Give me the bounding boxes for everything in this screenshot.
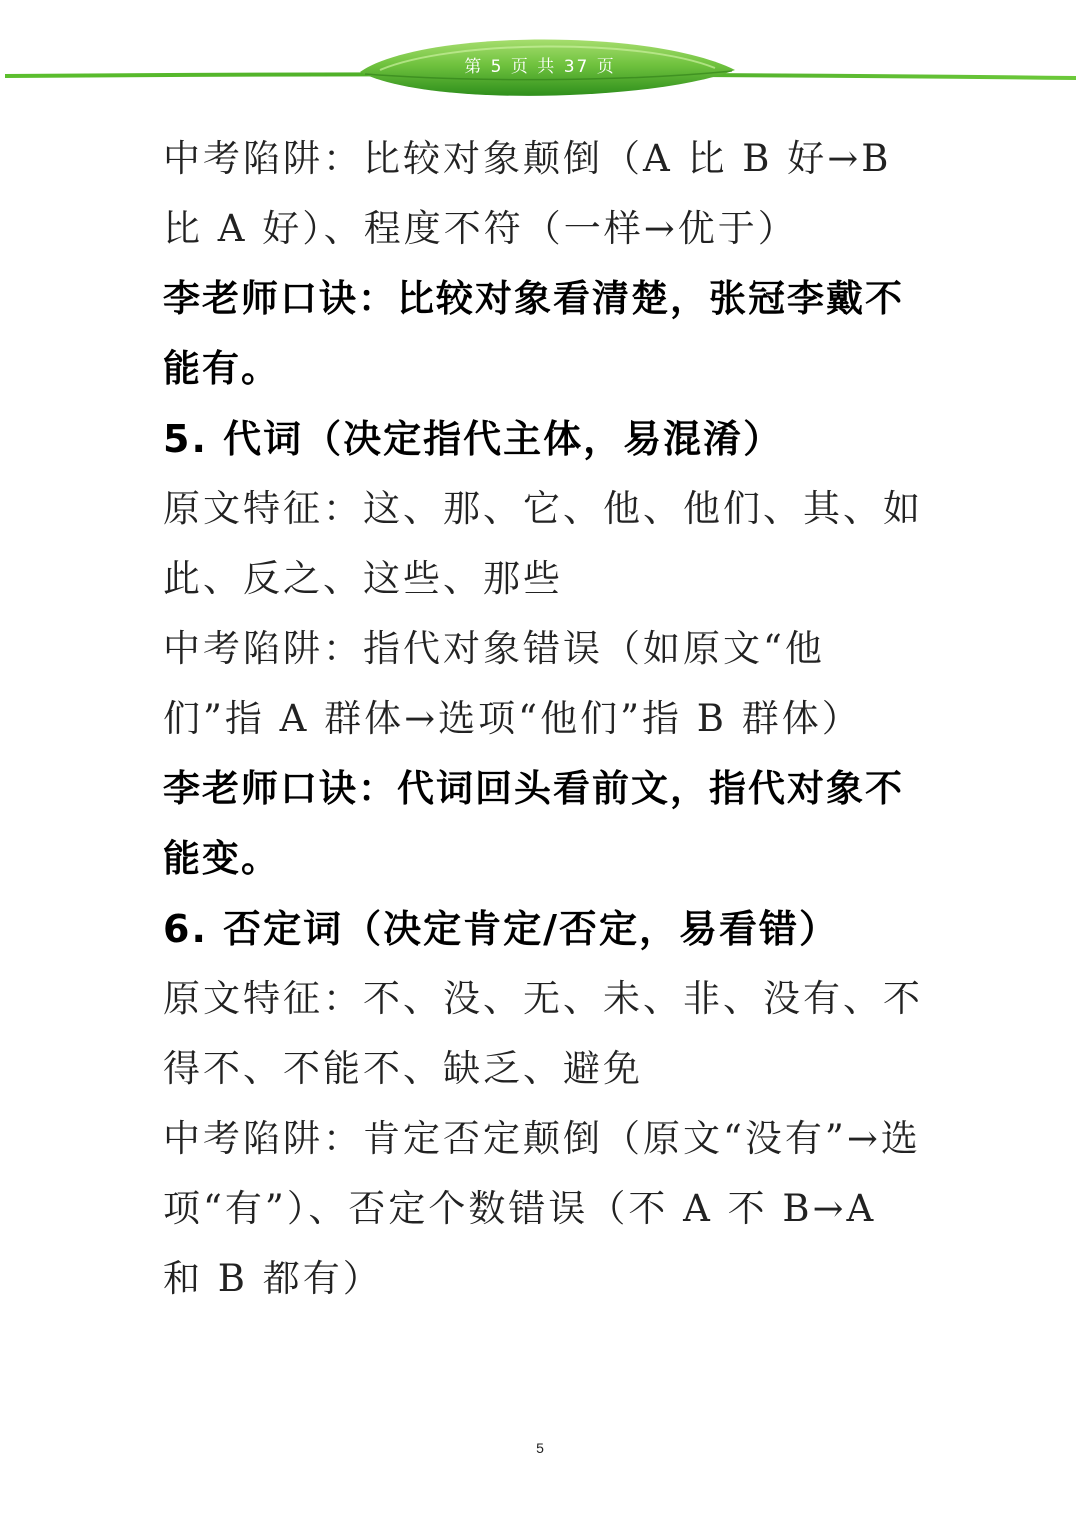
- footer-page-number: 5: [536, 1440, 544, 1456]
- section-heading-pronoun: 5. 代词（决定指代主体，易混淆）: [163, 417, 784, 461]
- page-indicator: 第 5 页 共 37 页: [464, 57, 616, 77]
- tip-pronoun: 李老师口诀：代词回头看前文，指代对象不能变。: [163, 767, 904, 880]
- feature-negation: 原文特征：不、没、无、未、非、没有、不得不、不能不、缺乏、避免: [163, 977, 923, 1090]
- document-body: [163, 124, 923, 1314]
- feature-pronoun: 原文特征：这、那、它、他、他们、其、如此、反之、这些、那些: [163, 487, 923, 600]
- page-header: [0, 0, 1080, 110]
- section-heading-negation: 6. 否定词（决定肯定/否定，易看错）: [163, 907, 839, 951]
- pitfall-negation: 中考陷阱：肯定否定颠倒（原文“没有”→选项“有”）、否定个数错误（不 A 不 B→A 和 B 都有）: [163, 1117, 921, 1300]
- tip-comparison: 李老师口诀：比较对象看清楚，张冠李戴不能有。: [163, 277, 904, 390]
- pitfall-comparison: 中考陷阱：比较对象颠倒（A 比 B 好→B 比 A 好）、程度不符（一样→优于）: [163, 137, 892, 250]
- pitfall-pronoun: 中考陷阱：指代对象错误（如原文“他们”指 A 群体→选项“他们”指 B 群体）: [163, 627, 862, 740]
